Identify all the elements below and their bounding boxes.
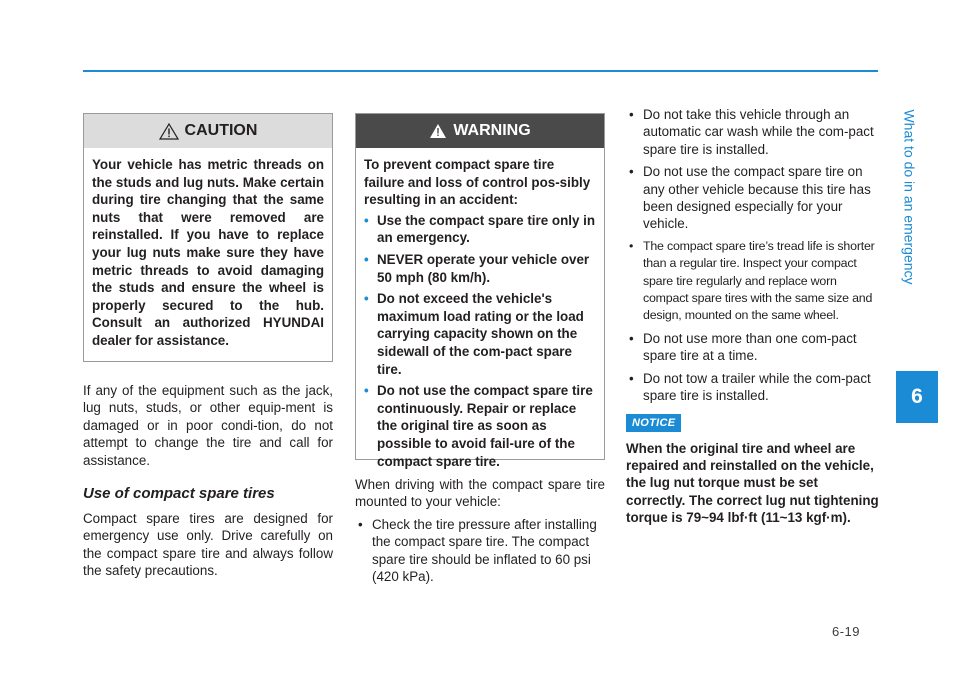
caution-header [84,114,332,148]
caution-title: CAUTION [184,122,258,139]
warning-item: • Do not exceed the vehicle's maximum load rating or the load carrying capacity shown on the sidewall of the com-pact spare tire. [364,291,584,377]
driving-paragraph: When driving with the compact spare tire mounted to your vehicle: [355,477,605,510]
chapter-tab [896,371,938,423]
driving-list [355,516,605,586]
warning-title: WARNING [453,122,531,139]
precautions-list [626,106,880,405]
header-rule [83,70,878,72]
compact-spare-paragraph: Compact spare tires are designed for emergency use only. Drive carefully on the compact spare tire and always follow the safety precautions. [83,511,333,579]
column-middle [355,113,605,590]
section-title-text: What to do in an emergency [902,109,919,285]
warning-intro: To prevent compact spare tire failure and loss of control pos-sibly resulting in an accident: [364,157,591,208]
list-item: • Do not tow a trailer while the com-pact spare tire is installed. [629,370,871,404]
warning-body [356,148,604,470]
list-item: • Do not use the compact spare tire on any other vehicle because this tire has been designed especially for your vehicle. [629,164,871,232]
column-left [83,113,333,580]
warning-item: • NEVER operate your vehicle over 50 mph (80 km/h). [364,251,590,285]
list-item: • Check the tire pressure after installing the compact spare tire. The compact spare tire should be inflated to 60 psi (420 kPa). [358,516,597,585]
caution-text: Your vehicle has metric threads on the studs and lug nuts. Make certain during tire changing that the same nuts that were removed are reinstalled. If you have to replace your lug nuts make sure they have metric threads to avoid damaging the studs and ensure the wheel is properly secured to the hub. Consult an authorized HYUNDAI dealer for assistance. [92,157,324,348]
warning-item: • Use the compact spare tire only in an emergency. [364,212,596,246]
column-right [626,106,880,527]
list-item: • Do not use more than one com-pact spare tire at a time. [629,330,857,364]
caution-box [83,113,333,362]
notice-badge: NOTICE [626,414,681,432]
chapter-number: 6 [911,385,923,408]
warning-box [355,113,605,469]
list-item: • Do not take this vehicle through an automatic car wash while the com-pact spare tire is installed. [629,107,874,157]
warning-item: • Do not use the compact spare tire continuously. Repair or replace the original tire as soon as possible to avoid fail-ure of the compact spare tire. [364,383,593,469]
caution-triangle-icon [159,123,179,140]
equipment-paragraph: If any of the equipment such as the jack, lug nuts, studs, or other equip-ment is damaged or in poor condi-tion, do not attempt to change the tire and call for assistance. [83,383,333,468]
section-title [892,12,928,382]
notice-text: When the original tire and wheel are repaired and reinstalled on the vehicle, the lug nut torque must be set correctly. The correct lug nut tightening torque is 79~94 lbf·ft (11~13 kgf·m). [626,440,879,526]
page-number: 6-19 [832,624,861,639]
warning-triangle-icon [429,123,447,139]
list-item: • The compact spare tire’s tread life is shorter than a regular tire. Inspect your compact spare tire regularly and replace worn compact spare tires with the same size and design, mounted on the same wheel. [629,238,875,323]
compact-spare-heading: Use of compact spare tires [83,485,275,503]
warning-header [356,114,604,148]
warning-list [364,212,596,470]
